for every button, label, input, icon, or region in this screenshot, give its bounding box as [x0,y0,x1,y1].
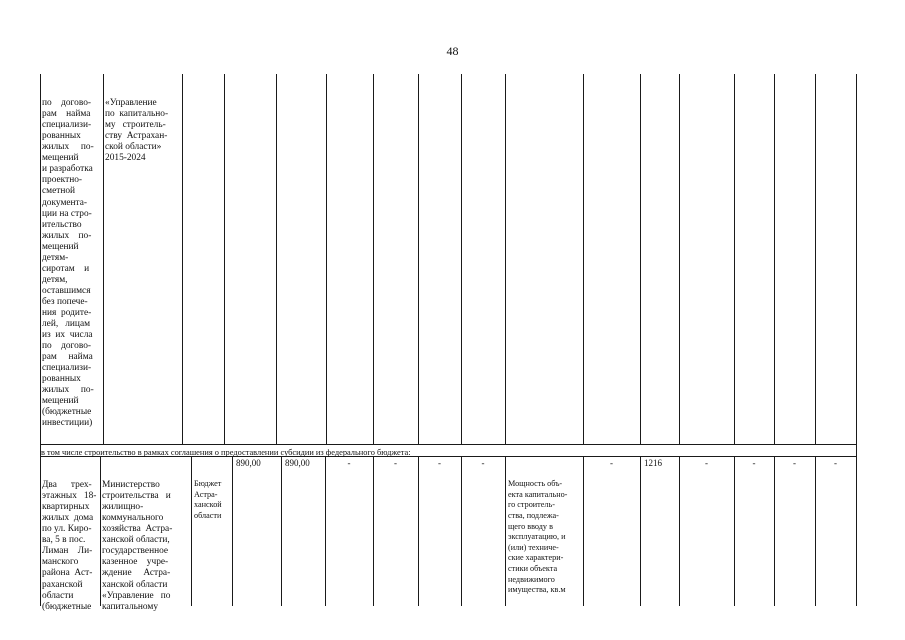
text-line: «Управление по [102,590,171,601]
grid-line [325,456,326,606]
text-line: недвижимого [508,574,555,584]
text-line: документа- [42,197,88,208]
text-line: жилых по- [42,142,94,153]
upper-executor-text [105,98,182,164]
grid-line [583,74,584,444]
text-line: специализи- [42,363,92,374]
dash-cell: - [438,458,441,468]
text-line: имущества, кв.м [508,585,566,595]
text-line: оставшимся [42,285,91,296]
text-line: ждение Астра- [102,568,171,579]
dash-cell: - [752,458,756,468]
text-line: без попече- [42,296,88,307]
text-line: ства, подлежа- [508,510,559,520]
text-line: рам найма [42,109,91,120]
text-line: ству Астрахан- [105,131,168,142]
grid-line [505,456,506,606]
grid-line [734,456,735,606]
grid-line [276,74,277,444]
text-line: по догово- [42,98,92,109]
upper-activity-text [42,98,103,429]
text-line: ские характери- [508,553,564,563]
text-line: лей, лицам [42,319,91,330]
lower-executor-text [102,480,191,613]
text-line: му строитель- [105,120,166,131]
text-line: Министерство [102,480,160,491]
text-line: мещений [42,241,79,252]
grid-line [418,456,419,606]
text-line: (или) техниче- [508,542,559,552]
grid-line [461,74,462,444]
text-line: ханской области [102,579,168,590]
text-line: рам найма [42,352,93,363]
capacity-value: 1216 [644,458,662,468]
grid-line [40,74,41,606]
text-line: и разработка [42,164,93,175]
text-line: манского [42,557,79,568]
text-line: хозяйства Астра- [102,524,173,535]
dash-cell: - [394,458,397,468]
text-line: жилых по- [42,230,92,241]
text-line: района Аст- [42,568,93,579]
text-line: по ул. Киро- [42,524,92,535]
grid-line [815,456,816,606]
grid-line [774,74,775,444]
upper-executor-cell [105,76,182,186]
text-line: ния родите- [42,307,92,318]
grid-line [856,74,857,606]
text-line: инвестиции) [42,418,93,429]
text-line: ханской [194,500,222,510]
grid-line [224,74,225,444]
text-line: (бюджетные [42,407,92,418]
text-line: стики объекта [508,563,558,573]
grid-line [583,456,584,606]
text-line: специализи- [42,120,92,131]
text-line: коммунального [102,513,164,524]
grid-line [373,456,374,606]
lower-object-cell [42,458,100,635]
value-cell-2: 890,00 [285,458,310,468]
grid-line [373,74,374,444]
text-line: Два трех- [42,480,92,491]
grid-line [40,444,857,445]
dash-cell: - [610,458,613,468]
grid-line [182,74,183,444]
text-line: рованных [42,374,81,385]
grid-line [679,74,680,444]
text-line: ханской области, [102,535,170,546]
grid-line [103,74,104,444]
grid-line [100,456,101,606]
grid-line [232,456,233,606]
grid-line [679,456,680,606]
text-line: этажных 18- [42,491,97,502]
text-line: ской области» [105,142,162,153]
value-cell-1: 890,00 [236,458,261,468]
grid-line [418,74,419,444]
page-number: 48 [446,44,459,58]
text-line: ва, 5 в пос. [42,535,86,546]
text-line: по догово- [42,341,92,352]
dash-cell: - [481,458,485,468]
text-line: го строитель- [508,500,555,510]
grid-line [734,74,735,444]
section-header: в том числе строительство в рамках соглашения о предоставлении субсидии из федерального бюджета: [41,448,411,457]
text-line: раханской [42,579,83,590]
text-line: Астра- [194,489,218,499]
text-line: области [42,590,74,601]
dash-cell: - [834,458,837,468]
text-line: жилищно- [102,502,144,513]
text-line: жилых по- [42,385,94,396]
dash-cell: - [793,458,796,468]
lower-executor-cell [102,458,191,635]
text-line: ции на стро- [42,208,92,219]
grid-line [191,456,192,606]
text-line: по капитально- [105,109,169,120]
text-line: строительства и [102,491,171,502]
text-line: Бюджет [194,479,222,489]
text-line: эксплуатацию, и [508,532,566,542]
text-line: «Управление [105,98,157,109]
grid-line [281,456,282,606]
text-line: проектно- [42,175,83,186]
text-line: мещений [42,396,79,407]
dash-cell: - [347,458,351,468]
grid-line [505,74,506,444]
lower-source-text [194,479,232,521]
text-line: области [194,510,222,520]
lower-source-cell [194,458,232,543]
grid-line [461,456,462,606]
grid-line [326,74,327,444]
text-line: мещений [42,153,79,164]
text-line: сиротам и [42,263,90,274]
text-line: квартирных [42,502,90,513]
text-line: детям- [42,252,69,263]
text-line: государственное [102,546,169,557]
text-line: Мощность объ- [508,479,563,489]
grid-line [640,74,641,444]
text-line: детям, [42,274,68,285]
lower-object-text [42,480,100,613]
text-line: сметной [42,186,76,197]
text-line: Лиман Ли- [42,546,93,557]
text-line: рованных [42,131,81,142]
text-line: (бюджетные [42,601,92,612]
grid-line [640,456,641,606]
indicator-text [508,479,583,596]
text-line: щего вводу в [508,521,553,531]
grid-line [815,74,816,444]
text-line: из их числа [42,330,93,341]
grid-line [774,456,775,606]
text-line: екта капитально- [508,489,568,499]
text-line: капитальному [102,601,159,612]
text-line: жилых дома [42,513,94,524]
upper-activity-cell [42,76,103,452]
dash-cell: - [705,458,708,468]
text-line: ительство [42,219,82,230]
text-line: казенное учре- [102,557,169,568]
text-line: 2015-2024 [105,153,146,164]
indicator-cell [508,458,583,617]
